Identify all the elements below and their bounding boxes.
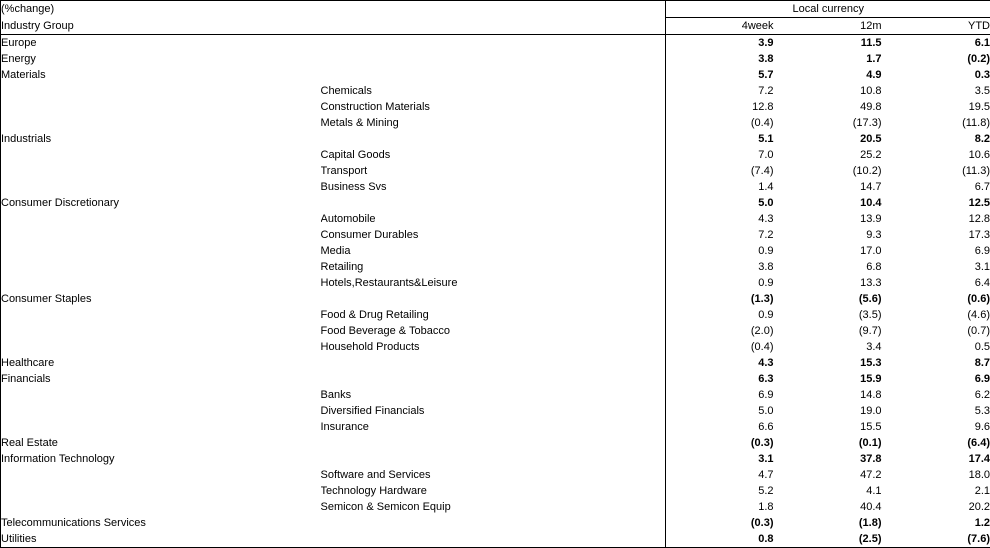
- row-value-4week: 5.7: [666, 67, 774, 83]
- row-value-4week: (2.0): [666, 323, 774, 339]
- row-value-4week: 4.3: [666, 355, 774, 371]
- row-value-12m: 17.0: [774, 243, 882, 259]
- row-value-12m: (2.5): [774, 531, 882, 548]
- row-value-12m: 10.4: [774, 195, 882, 211]
- row-value-4week: 6.9: [666, 387, 774, 403]
- row-group-label: [1, 115, 321, 131]
- row-value-ytd: 0.5: [882, 339, 990, 355]
- row-subgroup-label: [321, 131, 666, 147]
- row-group-label: Telecommunications Services: [1, 515, 321, 531]
- row-group-label: [1, 163, 321, 179]
- row-value-4week: 1.4: [666, 179, 774, 195]
- row-value-12m: 20.5: [774, 131, 882, 147]
- row-value-12m: 19.0: [774, 403, 882, 419]
- table-row: [1, 355, 990, 371]
- row-group-label: [1, 403, 321, 419]
- table-row: [1, 307, 990, 323]
- row-subgroup-label: [321, 35, 666, 52]
- table-row: [1, 323, 990, 339]
- row-group-label: Europe: [1, 35, 321, 52]
- header-row-currency: [1, 1, 990, 18]
- row-group-label: Materials: [1, 67, 321, 83]
- row-value-12m: (3.5): [774, 307, 882, 323]
- row-value-ytd: 1.2: [882, 515, 990, 531]
- row-value-4week: (7.4): [666, 163, 774, 179]
- row-subgroup-label: Diversified Financials: [321, 403, 666, 419]
- row-value-12m: 47.2: [774, 467, 882, 483]
- row-value-ytd: 5.3: [882, 403, 990, 419]
- row-value-ytd: 18.0: [882, 467, 990, 483]
- row-value-ytd: (7.6): [882, 531, 990, 548]
- row-group-label: [1, 387, 321, 403]
- units-label: (%change): [1, 1, 321, 18]
- row-subgroup-label: Household Products: [321, 339, 666, 355]
- table-row: [1, 403, 990, 419]
- row-value-12m: 15.5: [774, 419, 882, 435]
- row-subgroup-label: [321, 371, 666, 387]
- row-group-label: Real Estate: [1, 435, 321, 451]
- row-subgroup-label: [321, 451, 666, 467]
- row-value-ytd: 17.3: [882, 227, 990, 243]
- row-group-label: Financials: [1, 371, 321, 387]
- row-value-4week: 0.9: [666, 307, 774, 323]
- row-value-ytd: (0.7): [882, 323, 990, 339]
- row-subgroup-label: Business Svs: [321, 179, 666, 195]
- row-value-4week: (0.4): [666, 339, 774, 355]
- table-row: [1, 275, 990, 291]
- table-row: [1, 195, 990, 211]
- table-row: [1, 147, 990, 163]
- row-subgroup-label: [321, 435, 666, 451]
- row-value-4week: (1.3): [666, 291, 774, 307]
- row-value-12m: 10.8: [774, 83, 882, 99]
- row-value-ytd: 6.1: [882, 35, 990, 52]
- table-row: [1, 163, 990, 179]
- row-group-label: [1, 275, 321, 291]
- row-value-ytd: 6.9: [882, 243, 990, 259]
- table-row: [1, 211, 990, 227]
- row-group-label: [1, 179, 321, 195]
- row-subgroup-label: [321, 355, 666, 371]
- table-row: [1, 179, 990, 195]
- row-value-12m: 25.2: [774, 147, 882, 163]
- row-group-label: [1, 83, 321, 99]
- row-value-12m: 37.8: [774, 451, 882, 467]
- row-value-12m: 14.8: [774, 387, 882, 403]
- row-value-12m: 6.8: [774, 259, 882, 275]
- row-value-ytd: 17.4: [882, 451, 990, 467]
- row-subgroup-label: Consumer Durables: [321, 227, 666, 243]
- row-subgroup-label: Semicon & Semicon Equip: [321, 499, 666, 515]
- row-value-12m: 13.3: [774, 275, 882, 291]
- table-row: [1, 451, 990, 467]
- header-spacer: [321, 1, 666, 18]
- table-row: [1, 531, 990, 548]
- row-subgroup-label: [321, 67, 666, 83]
- row-value-12m: 15.3: [774, 355, 882, 371]
- row-group-label: [1, 483, 321, 499]
- row-value-4week: 3.8: [666, 259, 774, 275]
- row-group-label: Information Technology: [1, 451, 321, 467]
- row-value-ytd: (11.8): [882, 115, 990, 131]
- row-value-12m: 4.1: [774, 483, 882, 499]
- table-row: [1, 499, 990, 515]
- row-group-label: Healthcare: [1, 355, 321, 371]
- row-subgroup-label: Media: [321, 243, 666, 259]
- table-row: [1, 387, 990, 403]
- row-value-12m: 1.7: [774, 51, 882, 67]
- row-group-label: [1, 243, 321, 259]
- table-row: [1, 67, 990, 83]
- row-value-4week: 1.8: [666, 499, 774, 515]
- row-value-12m: (0.1): [774, 435, 882, 451]
- row-value-4week: 5.1: [666, 131, 774, 147]
- row-group-label: [1, 99, 321, 115]
- row-group-label: Utilities: [1, 531, 321, 548]
- row-value-4week: (0.4): [666, 115, 774, 131]
- row-value-ytd: 12.8: [882, 211, 990, 227]
- table-body: [1, 35, 990, 548]
- row-value-ytd: 3.1: [882, 259, 990, 275]
- row-value-12m: 3.4: [774, 339, 882, 355]
- row-group-label: Industrials: [1, 131, 321, 147]
- row-group-label: Energy: [1, 51, 321, 67]
- table-header: [1, 1, 990, 35]
- row-value-4week: 12.8: [666, 99, 774, 115]
- row-value-ytd: (6.4): [882, 435, 990, 451]
- row-subgroup-label: Capital Goods: [321, 147, 666, 163]
- row-value-4week: 0.9: [666, 243, 774, 259]
- table-row: [1, 115, 990, 131]
- row-subgroup-label: Retailing: [321, 259, 666, 275]
- row-value-4week: 4.7: [666, 467, 774, 483]
- row-value-12m: 15.9: [774, 371, 882, 387]
- column-header-12m: 12m: [774, 18, 882, 35]
- row-value-12m: 14.7: [774, 179, 882, 195]
- row-subgroup-label: [321, 51, 666, 67]
- table-row: [1, 35, 990, 52]
- industry-group-label: Industry Group: [1, 18, 321, 35]
- row-subgroup-label: Software and Services: [321, 467, 666, 483]
- table-row: [1, 259, 990, 275]
- row-group-label: [1, 467, 321, 483]
- row-value-4week: 3.8: [666, 51, 774, 67]
- table-row: [1, 371, 990, 387]
- row-subgroup-label: Insurance: [321, 419, 666, 435]
- row-group-label: [1, 211, 321, 227]
- table-row: [1, 339, 990, 355]
- row-subgroup-label: Chemicals: [321, 83, 666, 99]
- table-row: [1, 291, 990, 307]
- row-group-label: [1, 259, 321, 275]
- table-row: [1, 515, 990, 531]
- row-value-12m: 40.4: [774, 499, 882, 515]
- row-group-label: [1, 147, 321, 163]
- row-value-12m: (10.2): [774, 163, 882, 179]
- row-value-ytd: 19.5: [882, 99, 990, 115]
- row-value-12m: 13.9: [774, 211, 882, 227]
- row-group-label: [1, 227, 321, 243]
- row-value-4week: 3.1: [666, 451, 774, 467]
- local-currency-label: Local currency: [666, 1, 990, 18]
- row-subgroup-label: [321, 515, 666, 531]
- row-subgroup-label: Food Beverage & Tobacco: [321, 323, 666, 339]
- row-value-4week: 0.8: [666, 531, 774, 548]
- row-value-ytd: 9.6: [882, 419, 990, 435]
- table-row: [1, 131, 990, 147]
- row-value-4week: 5.0: [666, 195, 774, 211]
- row-value-ytd: 2.1: [882, 483, 990, 499]
- row-subgroup-label: Automobile: [321, 211, 666, 227]
- row-subgroup-label: Metals & Mining: [321, 115, 666, 131]
- row-value-12m: 4.9: [774, 67, 882, 83]
- row-value-12m: 9.3: [774, 227, 882, 243]
- row-group-label: Consumer Discretionary: [1, 195, 321, 211]
- row-value-4week: 7.2: [666, 83, 774, 99]
- row-value-ytd: 6.4: [882, 275, 990, 291]
- row-subgroup-label: [321, 195, 666, 211]
- row-value-ytd: 0.3: [882, 67, 990, 83]
- column-header-ytd: YTD: [882, 18, 990, 35]
- row-value-12m: (1.8): [774, 515, 882, 531]
- header-row-columns: [1, 18, 990, 35]
- row-group-label: [1, 499, 321, 515]
- row-value-ytd: 12.5: [882, 195, 990, 211]
- row-value-12m: (5.6): [774, 291, 882, 307]
- row-value-ytd: 6.9: [882, 371, 990, 387]
- row-value-ytd: (0.2): [882, 51, 990, 67]
- row-value-4week: 0.9: [666, 275, 774, 291]
- row-subgroup-label: Banks: [321, 387, 666, 403]
- row-value-4week: 4.3: [666, 211, 774, 227]
- row-value-4week: (0.3): [666, 515, 774, 531]
- row-value-ytd: 6.7: [882, 179, 990, 195]
- row-value-12m: 49.8: [774, 99, 882, 115]
- table-row: [1, 99, 990, 115]
- table-row: [1, 419, 990, 435]
- row-value-4week: 5.2: [666, 483, 774, 499]
- row-subgroup-label: Construction Materials: [321, 99, 666, 115]
- row-group-label: [1, 323, 321, 339]
- row-value-4week: (0.3): [666, 435, 774, 451]
- row-subgroup-label: Transport: [321, 163, 666, 179]
- row-value-4week: 7.2: [666, 227, 774, 243]
- table-row: [1, 243, 990, 259]
- row-value-4week: 7.0: [666, 147, 774, 163]
- row-subgroup-label: Food & Drug Retailing: [321, 307, 666, 323]
- row-group-label: [1, 339, 321, 355]
- row-subgroup-label: [321, 291, 666, 307]
- table-row: [1, 483, 990, 499]
- row-value-ytd: 6.2: [882, 387, 990, 403]
- row-subgroup-label: Hotels,Restaurants&Leisure: [321, 275, 666, 291]
- row-group-label: Consumer Staples: [1, 291, 321, 307]
- table-row: [1, 227, 990, 243]
- row-value-4week: 6.3: [666, 371, 774, 387]
- row-value-ytd: (0.6): [882, 291, 990, 307]
- row-value-12m: (17.3): [774, 115, 882, 131]
- row-value-4week: 5.0: [666, 403, 774, 419]
- row-value-ytd: 10.6: [882, 147, 990, 163]
- header-subgroup-blank: [321, 18, 666, 35]
- row-subgroup-label: [321, 531, 666, 548]
- row-value-12m: 11.5: [774, 35, 882, 52]
- table-row: [1, 83, 990, 99]
- row-value-ytd: 3.5: [882, 83, 990, 99]
- table-row: [1, 51, 990, 67]
- row-subgroup-label: Technology Hardware: [321, 483, 666, 499]
- row-value-4week: 3.9: [666, 35, 774, 52]
- table-row: [1, 467, 990, 483]
- table-row: [1, 435, 990, 451]
- row-value-ytd: 8.7: [882, 355, 990, 371]
- row-value-ytd: 8.2: [882, 131, 990, 147]
- row-value-ytd: 20.2: [882, 499, 990, 515]
- column-header-4week: 4week: [666, 18, 774, 35]
- row-value-4week: 6.6: [666, 419, 774, 435]
- row-value-ytd: (4.6): [882, 307, 990, 323]
- row-value-12m: (9.7): [774, 323, 882, 339]
- row-group-label: [1, 419, 321, 435]
- row-value-ytd: (11.3): [882, 163, 990, 179]
- row-group-label: [1, 307, 321, 323]
